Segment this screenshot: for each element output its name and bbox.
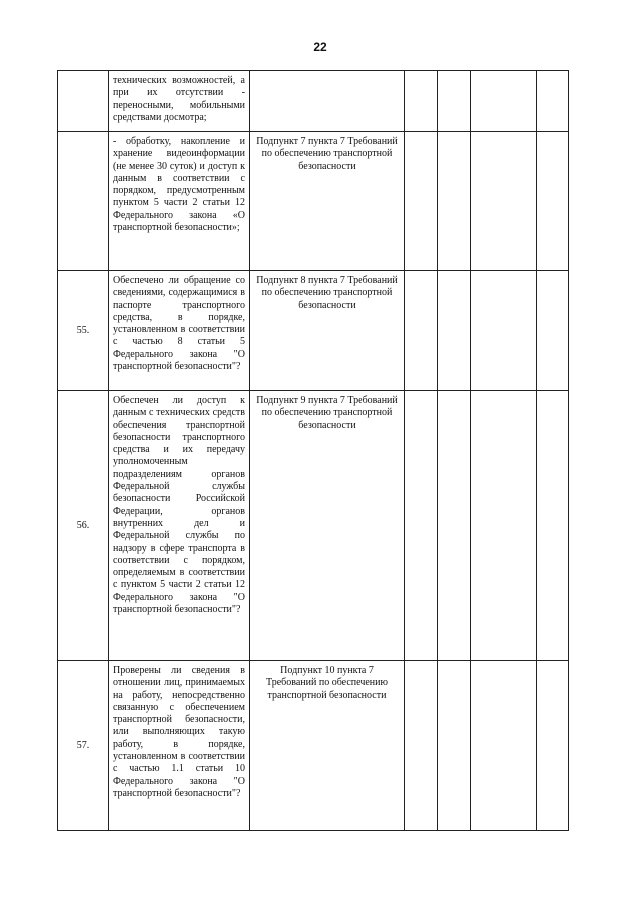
row-number: [58, 71, 109, 132]
answer-cell-note: [537, 271, 569, 391]
question-cell: технических возможностей, а при их отсутствии - переносными, мобильными средствами досмотра;: [109, 71, 250, 132]
answer-cell-yes: [405, 271, 438, 391]
answer-cell-yes: [405, 132, 438, 271]
answer-cell-yes: [405, 71, 438, 132]
reference-cell: Подпункт 10 пункта 7 Требований по обеспечению транспортной безопасности: [250, 661, 405, 831]
row-number: 56.: [58, 391, 109, 661]
answer-cell-no: [438, 661, 471, 831]
answer-cell-na: [471, 271, 537, 391]
reference-cell: Подпункт 9 пункта 7 Требований по обеспечению транспортной безопасности: [250, 391, 405, 661]
answer-cell-no: [438, 391, 471, 661]
answer-cell-yes: [405, 391, 438, 661]
question-cell: Обеспечен ли доступ к данным с технических средств обеспечения транспортной безопасности транспортного средства и их передачу уполномоченным подразделениям органов Федеральной службы безопасности Российской Федерации, органов внутренних дел и Федеральной службы по надзору в сфере транспорта в соответствии с порядком, определяемым в соответствии с пунктом 5 части 2 статьи 12 Федерального закона "О транспортной безопасности"?: [109, 391, 250, 661]
answer-cell-na: [471, 391, 537, 661]
table-row: [58, 271, 569, 391]
answer-cell-note: [537, 132, 569, 271]
checklist-table: [57, 70, 569, 831]
answer-cell-note: [537, 661, 569, 831]
question-cell: Проверены ли сведения в отношении лиц, принимаемых на работу, непосредственно связанную с обеспечением транспортной безопасности, или выполняющих такую работу, в порядке, установленном в соответствии с частью 1.1 статьи 10 Федерального закона "О транспортной безопасности"?: [109, 661, 250, 831]
table-row: [58, 71, 569, 132]
question-cell: - обработку, накопление и хранение видеоинформации (не менее 30 суток) и доступ к данным в соответствии с порядком, предусмотренным пунктом 5 части 2 статьи 12 Федерального закона «О транспортной безопасности»;: [109, 132, 250, 271]
row-number: [58, 132, 109, 271]
answer-cell-no: [438, 271, 471, 391]
question-cell: Обеспечено ли обращение со сведениями, содержащимися в паспорте транспортного средства, в порядке, установленном в соответствии с частью 8 статьи 5 Федерального закона "О транспортной безопасности"?: [109, 271, 250, 391]
row-number: 57.: [58, 661, 109, 831]
answer-cell-no: [438, 132, 471, 271]
answer-cell-na: [471, 132, 537, 271]
answer-cell-note: [537, 71, 569, 132]
answer-cell-na: [471, 661, 537, 831]
table-row: [58, 661, 569, 831]
reference-cell: Подпункт 7 пункта 7 Требований по обеспечению транспортной безопасности: [250, 132, 405, 271]
reference-cell: Подпункт 8 пункта 7 Требований по обеспечению транспортной безопасности: [250, 271, 405, 391]
answer-cell-note: [537, 391, 569, 661]
answer-cell-na: [471, 71, 537, 132]
page-number: 22: [313, 40, 327, 54]
table-row: [58, 391, 569, 661]
answer-cell-no: [438, 71, 471, 132]
answer-cell-yes: [405, 661, 438, 831]
reference-cell: [250, 71, 405, 132]
row-number: 55.: [58, 271, 109, 391]
table-row: [58, 132, 569, 271]
